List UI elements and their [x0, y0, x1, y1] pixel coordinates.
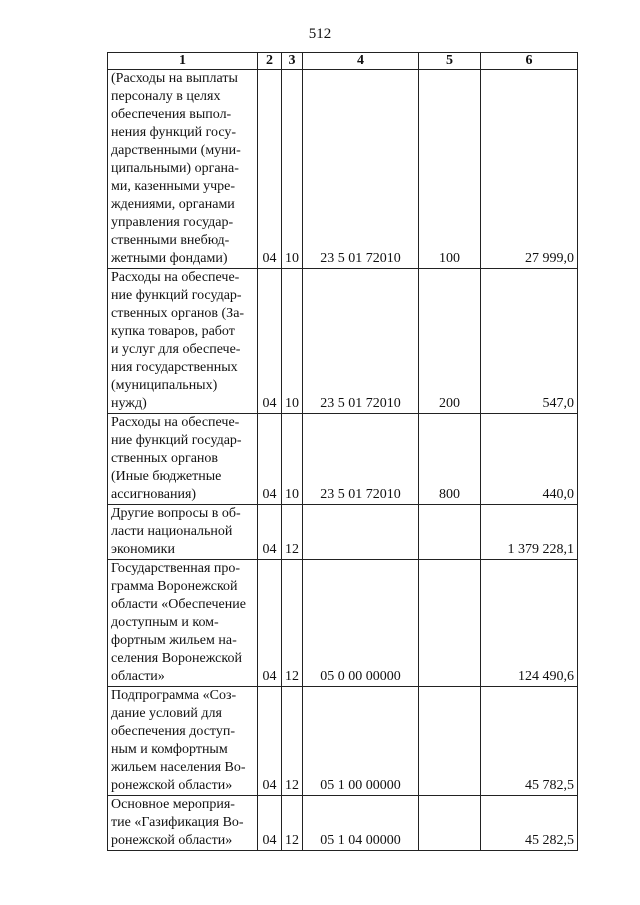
- row-pr: 12: [282, 796, 303, 851]
- row-name-line: Расходы на обеспече-: [111, 415, 240, 430]
- table-header-row: [108, 53, 578, 70]
- row-name-line: ние функций государ-: [111, 288, 242, 303]
- row-name-line: жетными фондами): [111, 251, 228, 266]
- row-name-line: ственных органов: [111, 451, 219, 466]
- row-name-line: персоналу в целях: [111, 89, 221, 104]
- row-name-line: (Иные бюджетные: [111, 469, 222, 484]
- row-vr: 800: [419, 414, 481, 505]
- row-name-line: ным и комфортным: [111, 742, 228, 757]
- row-name-line: ронежской области»: [111, 778, 233, 793]
- column-header-1: 1: [108, 53, 258, 70]
- row-name-line: ассигнования): [111, 487, 197, 502]
- row-name-line: Основное мероприя-: [111, 797, 235, 812]
- row-name: [108, 70, 258, 269]
- row-name-line: дарственными (муни-: [111, 143, 241, 158]
- row-name-line: тие «Газификация Во-: [111, 815, 244, 830]
- row-name: [108, 505, 258, 560]
- row-sum: 440,0: [481, 414, 578, 505]
- row-csr: 05 1 00 00000: [303, 687, 419, 796]
- row-pr: 12: [282, 505, 303, 560]
- row-name-line: ственными внебюд-: [111, 233, 230, 248]
- row-pr: 12: [282, 687, 303, 796]
- row-vr: [419, 796, 481, 851]
- row-sum: 1 379 228,1: [481, 505, 578, 560]
- table-row: [108, 505, 578, 560]
- row-name-line: Другие вопросы в об-: [111, 506, 241, 521]
- row-pr: 12: [282, 560, 303, 687]
- row-vr: 200: [419, 269, 481, 414]
- table-row: [108, 796, 578, 851]
- row-csr: [303, 505, 419, 560]
- row-name-line: ние функций государ-: [111, 433, 242, 448]
- column-header-6: 6: [481, 53, 578, 70]
- table-row: [108, 269, 578, 414]
- row-rz: 04: [258, 796, 282, 851]
- row-csr: 23 5 01 72010: [303, 414, 419, 505]
- budget-table: [107, 52, 578, 851]
- row-sum: 45 282,5: [481, 796, 578, 851]
- row-name-line: обеспечения выпол-: [111, 107, 232, 122]
- row-sum: 124 490,6: [481, 560, 578, 687]
- row-name-line: купка товаров, работ: [111, 324, 235, 339]
- row-rz: 04: [258, 505, 282, 560]
- table-row: [108, 414, 578, 505]
- table-row: [108, 560, 578, 687]
- row-name: [108, 414, 258, 505]
- row-rz: 04: [258, 560, 282, 687]
- row-name-line: Подпрограмма «Соз-: [111, 688, 237, 703]
- row-name-line: обеспечения доступ-: [111, 724, 236, 739]
- row-sum: 547,0: [481, 269, 578, 414]
- row-rz: 04: [258, 687, 282, 796]
- row-name-line: фортным жильем на-: [111, 633, 237, 648]
- row-rz: 04: [258, 269, 282, 414]
- row-name-line: и услуг для обеспече-: [111, 342, 241, 357]
- row-vr: 100: [419, 70, 481, 269]
- row-name-line: нения функций госу-: [111, 125, 237, 140]
- column-header-2: 2: [258, 53, 282, 70]
- row-name-line: ственных органов (За-: [111, 306, 245, 321]
- row-name-line: Государственная про-: [111, 561, 241, 576]
- row-name-line: селения Воронежской: [111, 651, 242, 666]
- row-pr: 10: [282, 70, 303, 269]
- row-sum: 27 999,0: [481, 70, 578, 269]
- row-name: [108, 269, 258, 414]
- row-vr: [419, 560, 481, 687]
- row-name-line: (Расходы на выплаты: [111, 71, 238, 86]
- page-number: 512: [308, 26, 332, 42]
- row-name-line: жильем населения Во-: [111, 760, 246, 775]
- row-name-line: области»: [111, 669, 165, 684]
- row-name-line: (муниципальных): [111, 378, 218, 393]
- row-csr: 05 1 04 00000: [303, 796, 419, 851]
- row-pr: 10: [282, 414, 303, 505]
- row-vr: [419, 505, 481, 560]
- row-name-line: дание условий для: [111, 706, 222, 721]
- row-pr: 10: [282, 269, 303, 414]
- column-header-4: 4: [303, 53, 419, 70]
- table-row: [108, 70, 578, 269]
- row-name-line: экономики: [111, 542, 175, 557]
- row-csr: 05 0 00 00000: [303, 560, 419, 687]
- row-name: [108, 687, 258, 796]
- row-name-line: грамма Воронежской: [111, 579, 238, 594]
- row-name-line: ласти национальной: [111, 524, 233, 539]
- row-sum: 45 782,5: [481, 687, 578, 796]
- row-name-line: нужд): [111, 396, 147, 411]
- row-name-line: области «Обеспечение: [111, 597, 246, 612]
- row-name-line: ждениями, органами: [111, 197, 235, 212]
- row-name-line: ми, казенными учре-: [111, 179, 236, 194]
- row-name: [108, 796, 258, 851]
- row-name-line: ронежской области»: [111, 833, 233, 848]
- row-vr: [419, 687, 481, 796]
- row-rz: 04: [258, 70, 282, 269]
- row-name-line: ния государственных: [111, 360, 238, 375]
- row-name-line: управления государ-: [111, 215, 234, 230]
- row-csr: 23 5 01 72010: [303, 70, 419, 269]
- column-header-3: 3: [282, 53, 303, 70]
- table-row: [108, 687, 578, 796]
- row-csr: 23 5 01 72010: [303, 269, 419, 414]
- column-header-5: 5: [419, 53, 481, 70]
- row-name-line: доступным и ком-: [111, 615, 219, 630]
- row-name: [108, 560, 258, 687]
- row-name-line: ципальными) органа-: [111, 161, 239, 176]
- row-rz: 04: [258, 414, 282, 505]
- row-name-line: Расходы на обеспече-: [111, 270, 240, 285]
